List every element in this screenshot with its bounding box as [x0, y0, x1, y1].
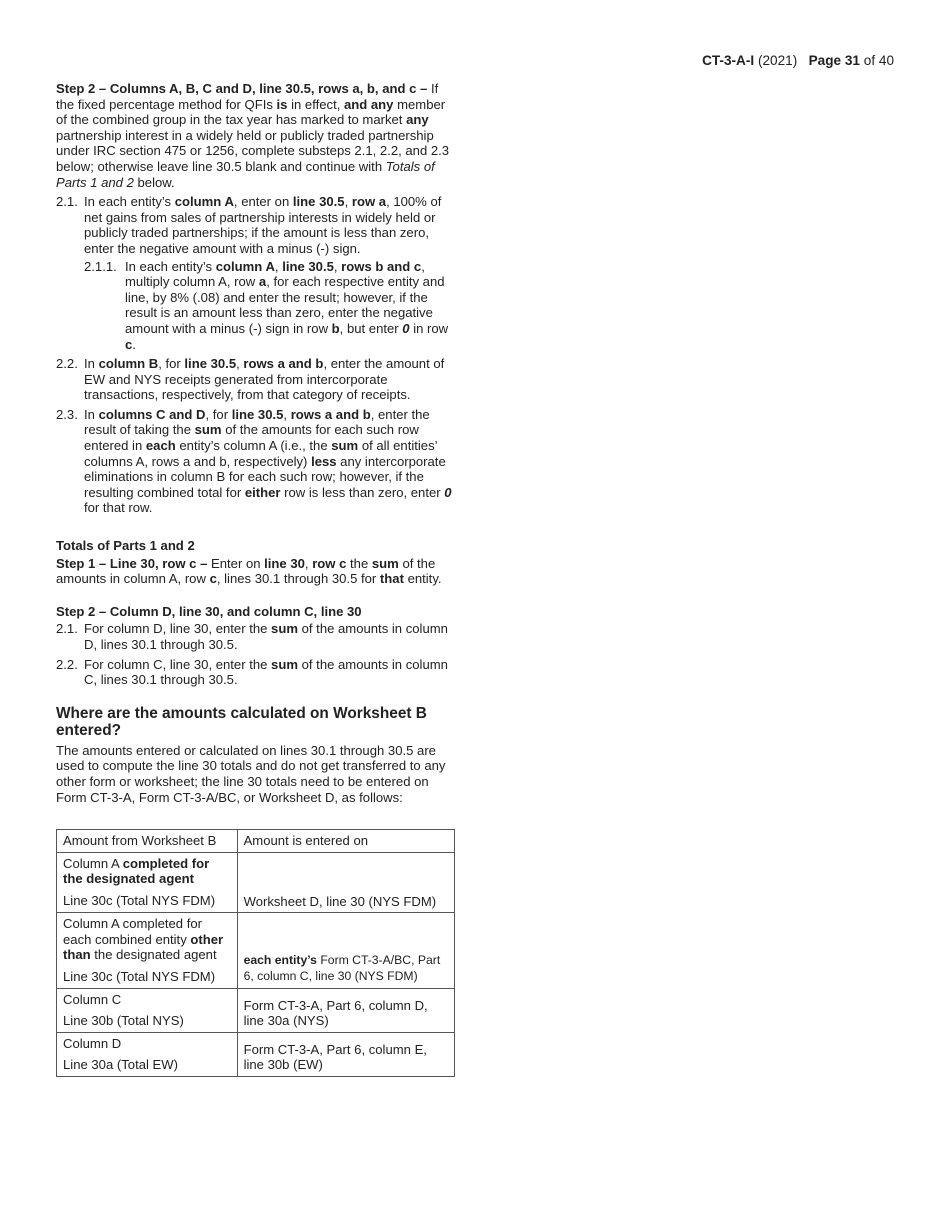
substep-2-3: 2.3. In columns C and D, for line 30.5, rows a and b, enter the result of taking the sum of the amounts for each such row entered in each entity’s column A (i.e., the sum of all entities’ columns A, rows a and b, respectively) less any intercorporate eliminations in column B for each such row; however, if the resulting combined total for either row is less than zero, enter 0 for that row.	[56, 406, 452, 516]
substep-2-1-1: 2.1.1. In each entity’s column A, line 30.5, rows b and c, multiply column A, row a, for each respective entity and line, by 8% (.08) and enter the result; however, if the result is an amount less than zero, enter the negative amount with a minus (-) sign in row b, but enter 0 in row c.	[84, 258, 449, 352]
totals-step1: Step 1 – Line 30, row c – Enter on line 30, row c the sum of the amounts in column A, row c, lines 30.1 through 30.5 for that entity.	[56, 555, 442, 587]
page-header	[702, 53, 894, 69]
page-total: of 40	[863, 53, 894, 68]
form-code: CT-3-A-I	[702, 53, 755, 68]
table-row: Column A completed for each combined entity other than the designated agent Line 30c (Total NYS FDM) each entity’s Form CT-3-A/BC, Part 6, column C, line 30 (NYS FDM)	[57, 913, 455, 988]
page-number: Page 31	[808, 53, 860, 68]
totals-heading: Totals of Parts 1 and 2	[56, 538, 195, 554]
table-row: Column A completed for the designated agent Line 30c (Total NYS FDM) Worksheet D, line 30 (NYS FDM)	[57, 852, 455, 913]
substep-2-1: 2.1. In each entity’s column A, enter on line 30.5, row a, 100% of net gains from sales of partnership interests in widely held or publicly traded partnerships; if the amount is less than zero, enter the negative amount with a minus (-) sign.	[56, 194, 442, 256]
table-header-left: Amount from Worksheet B	[57, 830, 238, 853]
totals-substep-2-1: 2.1. For column D, line 30, enter the sum of the amounts in column D, lines 30.1 through 30.5.	[56, 621, 448, 652]
table-row: Column D Line 30a (Total EW) Form CT-3-A, Part 6, column E, line 30b (EW)	[57, 1032, 455, 1076]
form-year: (2021)	[757, 53, 798, 68]
substep-2-2: 2.2. In column B, for line 30.5, rows a and b, enter the amount of EW and NYS receipts generated from intercorporate transactions, respectively, from that category of receipts.	[56, 356, 445, 403]
where-heading: Where are the amounts calculated on Worksheet B entered?	[56, 704, 427, 740]
step2-intro: Step 2 – Columns A, B, C and D, line 30.5, rows a, b, and c – If the fixed percentage method for QFIs is in effect, and any member of the combined group in the tax year has marked to market any partnership interest in a widely held or publicly traded partnership under IRC section 475 or 1256, complete substeps 2.1, 2.2, and 2.3 below; otherwise leave line 30.5 blank and continue with Totals of Parts 1 and 2 below.	[56, 81, 450, 190]
table-header-right: Amount is entered on	[237, 830, 454, 853]
instructions-column	[56, 81, 456, 805]
totals-step2-heading: Step 2 – Column D, line 30, and column C, line 30	[56, 603, 362, 619]
worksheet-b-mapping-table	[56, 829, 455, 1077]
totals-substep-2-2: 2.2. For column C, line 30, enter the sum of the amounts in column C, lines 30.1 through 30.5.	[56, 656, 448, 688]
table-header-row	[57, 830, 455, 853]
where-body: The amounts entered or calculated on lines 30.1 through 30.5 are used to compute the line 30 totals and do not get transferred to any other form or worksheet; the line 30 totals need to be entered on Form CT-3-A, Form CT-3-A/BC, or Worksheet D, as follows:	[56, 742, 446, 805]
table-row: Column C Line 30b (Total NYS) Form CT-3-A, Part 6, column D, line 30a (NYS)	[57, 988, 455, 1032]
